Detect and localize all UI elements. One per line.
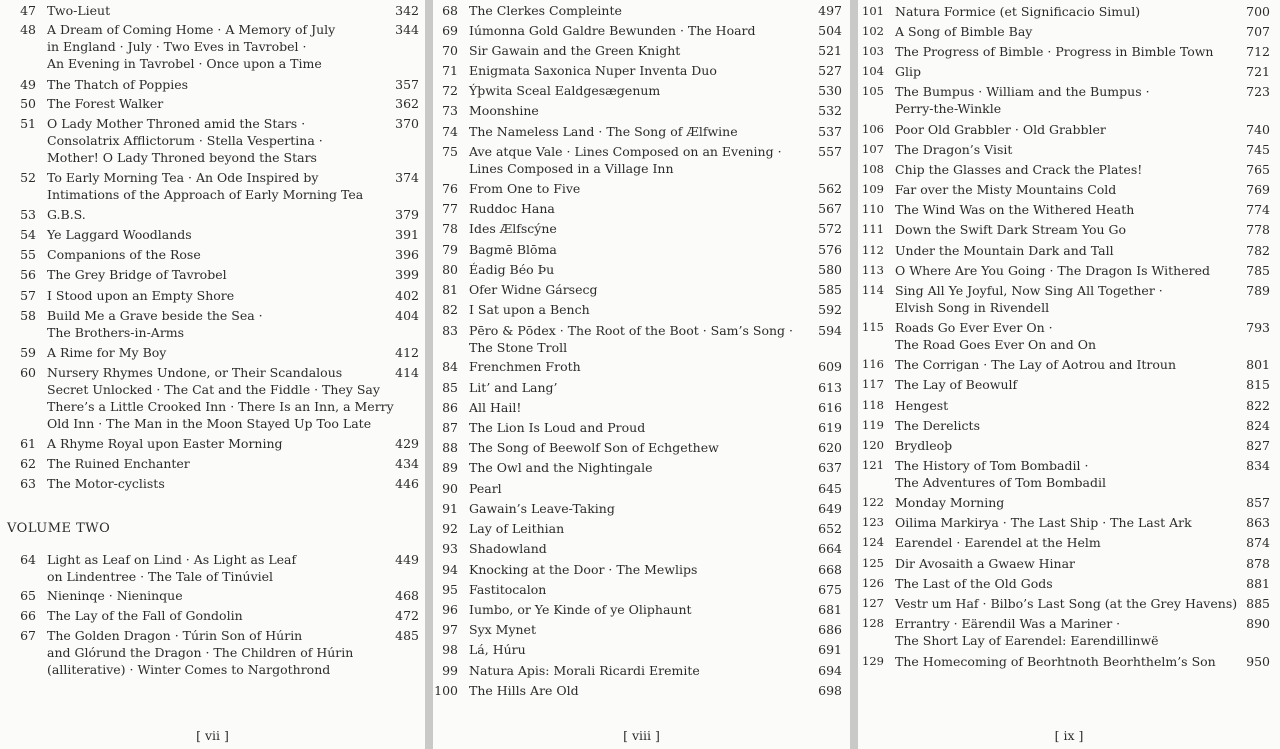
- entry-title: Natura Formice (et Significacio Simul): [895, 4, 1141, 19]
- entry-title: Ides Ælfscýne: [469, 221, 557, 236]
- entry-title: The Grey Bridge of Tavrobel: [47, 267, 227, 282]
- entry-page-number: 857: [1246, 495, 1270, 510]
- entry-title: The Owl and the Nightingale: [469, 460, 653, 475]
- entry-title: Chip the Glasses and Crack the Plates!: [895, 162, 1143, 177]
- entry-title: Ye Laggard Woodlands: [47, 227, 192, 242]
- entry-number: 67: [20, 628, 36, 643]
- entry-number: 65: [20, 588, 36, 603]
- entry-page-number: 769: [1246, 182, 1270, 197]
- entry-title: Syx Mynet: [469, 622, 536, 637]
- entry-number: 128: [862, 616, 884, 630]
- entry-title: The Derelicts: [895, 418, 980, 433]
- entry-page-number: 645: [818, 481, 842, 496]
- entry-page-number: 793: [1246, 320, 1270, 335]
- entry-page-number: 778: [1246, 222, 1270, 237]
- entry-page-number: 721: [1246, 64, 1270, 79]
- entry-page-number: 824: [1246, 418, 1270, 433]
- entry-number: 54: [20, 227, 36, 242]
- entry-title: Bagmē Blōma: [469, 242, 557, 257]
- page-folio: [ viii ]: [623, 728, 660, 743]
- entry-title: Dir Avosaith a Gwaew Hinar: [895, 556, 1075, 571]
- entry-page-number: 616: [818, 400, 842, 415]
- entry-title: The Dragon’s Visit: [895, 142, 1013, 157]
- entry-number: 56: [20, 267, 36, 282]
- entry-title: A Rhyme Royal upon Easter Morning: [47, 436, 283, 451]
- entry-page-number: 881: [1246, 576, 1270, 591]
- entry-page-number: 449: [395, 552, 419, 567]
- entry-title: Lá, Húru: [469, 642, 526, 657]
- entry-page-number: 707: [1246, 24, 1270, 39]
- entry-number: 51: [20, 116, 36, 131]
- entry-title: A Dream of Coming Home · A Memory of July: [47, 22, 336, 37]
- entry-title: Build Me a Grave beside the Sea ·: [47, 308, 263, 323]
- entry-page-number: 620: [818, 440, 842, 455]
- entry-title: Enigmata Saxonica Nuper Inventa Duo: [469, 63, 717, 78]
- entry-number: 117: [862, 377, 884, 391]
- entry-page-number: 399: [395, 267, 419, 282]
- entry-number: 62: [20, 456, 36, 471]
- entry-number: 79: [442, 242, 458, 257]
- entry-title: Sing All Ye Joyful, Now Sing All Together ·: [895, 283, 1163, 298]
- entry-number: 92: [442, 521, 458, 536]
- entry-title: Consolatrix Afflictorum · Stella Vespertina ·: [47, 133, 323, 148]
- entry-title: Pēro & Pōdex · The Root of the Boot · Sam’s Song ·: [469, 323, 793, 338]
- entry-page-number: 585: [818, 282, 842, 297]
- entry-number: 60: [20, 365, 36, 380]
- entry-number: 75: [442, 144, 458, 159]
- entry-number: 115: [862, 320, 884, 334]
- entry-number: 118: [862, 398, 884, 412]
- entry-number: 70: [442, 43, 458, 58]
- entry-page-number: 521: [818, 43, 842, 58]
- entry-title: The Motor-cyclists: [47, 476, 165, 491]
- entry-number: 50: [20, 96, 36, 111]
- entry-title: Nursery Rhymes Undone, or Their Scandalous: [47, 365, 343, 380]
- contents-page-viii: [433, 0, 850, 749]
- entry-page-number: 785: [1246, 263, 1270, 278]
- entry-page-number: 572: [818, 221, 842, 236]
- entry-title: Companions of the Rose: [47, 247, 201, 262]
- entry-page-number: 357: [395, 77, 419, 92]
- entry-number: 72: [442, 83, 458, 98]
- entry-page-number: 412: [395, 345, 419, 360]
- entry-number: 127: [862, 596, 884, 610]
- page-folio: [ ix ]: [1054, 728, 1084, 743]
- entry-page-number: 485: [395, 628, 419, 643]
- entry-page-number: 675: [818, 582, 842, 597]
- entry-page-number: 664: [818, 541, 842, 556]
- entry-title: O Where Are You Going · The Dragon Is Withered: [895, 263, 1210, 278]
- entry-page-number: 691: [818, 642, 842, 657]
- entry-page-number: 530: [818, 83, 842, 98]
- entry-page-number: 745: [1246, 142, 1270, 157]
- entry-title: There’s a Little Crooked Inn · There Is an Inn, a Merry: [47, 399, 394, 414]
- entry-page-number: 342: [395, 3, 419, 18]
- entry-number: 123: [862, 515, 884, 529]
- entry-page-number: 649: [818, 501, 842, 516]
- entry-title: The Corrigan · The Lay of Aotrou and Itroun: [895, 357, 1177, 372]
- entry-page-number: 429: [395, 436, 419, 451]
- entry-number: 99: [442, 663, 458, 678]
- entry-number: 90: [442, 481, 458, 496]
- entry-page-number: 504: [818, 23, 842, 38]
- entry-number: 126: [862, 576, 884, 590]
- entry-number: 110: [862, 202, 884, 216]
- entry-page-number: 668: [818, 562, 842, 577]
- entry-number: 97: [442, 622, 458, 637]
- entry-title: The Progress of Bimble · Progress in Bimble Town: [895, 44, 1214, 59]
- entry-page-number: 885: [1246, 596, 1270, 611]
- entry-number: 47: [20, 3, 36, 18]
- entry-title: Roads Go Ever Ever On ·: [895, 320, 1053, 335]
- entry-page-number: 815: [1246, 377, 1270, 392]
- entry-number: 77: [442, 201, 458, 216]
- entry-page-number: 562: [818, 181, 842, 196]
- entry-title: The Lion Is Loud and Proud: [469, 420, 646, 435]
- entry-page-number: 782: [1246, 243, 1270, 258]
- entry-page-number: 613: [818, 380, 842, 395]
- entry-page-number: 557: [818, 144, 842, 159]
- entry-page-number: 694: [818, 663, 842, 678]
- entry-page-number: 527: [818, 63, 842, 78]
- entry-page-number: 698: [818, 683, 842, 698]
- entry-title: The Nameless Land · The Song of Ælfwine: [469, 124, 738, 139]
- entry-title: Two-Lieut: [47, 3, 111, 18]
- entry-title: Gawain’s Leave-Taking: [469, 501, 615, 516]
- entry-title: The Lay of Beowulf: [895, 377, 1018, 392]
- entry-title: Ýþwita Sceal Ealdgesægenum: [469, 83, 661, 98]
- contents-page-ix: [858, 0, 1280, 749]
- entry-title: The Hills Are Old: [469, 683, 579, 698]
- entry-title: and Glórund the Dragon · The Children of Húrin: [47, 645, 354, 660]
- entry-number: 101: [862, 4, 884, 18]
- entry-number: 114: [862, 283, 884, 297]
- entry-number: 106: [862, 122, 884, 136]
- entry-title: G.B.S.: [47, 207, 86, 222]
- entry-number: 104: [862, 64, 884, 78]
- entry-title: in England · July · Two Eves in Tavrobel ·: [47, 39, 307, 54]
- entry-title: Glip: [895, 64, 921, 79]
- entry-page-number: 890: [1246, 616, 1270, 631]
- entry-page-number: 414: [395, 365, 419, 380]
- entry-page-number: 950: [1246, 654, 1270, 669]
- entry-number: 66: [20, 608, 36, 623]
- entry-number: 85: [442, 380, 458, 395]
- entry-number: 109: [862, 182, 884, 196]
- entry-number: 122: [862, 495, 884, 509]
- entry-number: 111: [862, 222, 884, 236]
- entry-number: 91: [442, 501, 458, 516]
- entry-page-number: 567: [818, 201, 842, 216]
- entry-title: I Sat upon a Bench: [469, 302, 590, 317]
- entry-title: From One to Five: [469, 181, 581, 196]
- entry-page-number: 863: [1246, 515, 1270, 530]
- entry-title: Oilima Markirya · The Last Ship · The Last Ark: [895, 515, 1192, 530]
- entry-number: 80: [442, 262, 458, 277]
- entry-title: Iumbo, or Ye Kinde of ye Oliphaunt: [469, 602, 692, 617]
- entry-title: I Stood upon an Empty Shore: [47, 288, 235, 303]
- entry-number: 53: [20, 207, 36, 222]
- entry-title: The Wind Was on the Withered Heath: [895, 202, 1135, 217]
- entry-number: 121: [862, 458, 884, 472]
- entry-number: 116: [862, 357, 884, 371]
- entry-number: 84: [442, 359, 458, 374]
- page-gutter: [850, 0, 858, 749]
- entry-number: 63: [20, 476, 36, 491]
- entry-page-number: 740: [1246, 122, 1270, 137]
- entry-title: The Stone Troll: [469, 340, 568, 355]
- entry-page-number: 878: [1246, 556, 1270, 571]
- section-heading: VOLUME TWO: [7, 521, 111, 536]
- entry-number: 100: [434, 683, 458, 698]
- entry-title: on Lindentree · The Tale of Tinúviel: [47, 569, 274, 584]
- entry-number: 69: [442, 23, 458, 38]
- entry-page-number: 789: [1246, 283, 1270, 298]
- entry-title: Intimations of the Approach of Early Morning Tea: [47, 187, 364, 202]
- entry-number: 86: [442, 400, 458, 415]
- entry-title: Lay of Leithian: [469, 521, 565, 536]
- entry-title: Pearl: [469, 481, 502, 496]
- entry-number: 89: [442, 460, 458, 475]
- entry-page-number: 827: [1246, 438, 1270, 453]
- entry-page-number: 874: [1246, 535, 1270, 550]
- entry-title: Under the Mountain Dark and Tall: [895, 243, 1114, 258]
- entry-page-number: 379: [395, 207, 419, 222]
- entry-number: 112: [862, 243, 884, 257]
- entry-page-number: 712: [1246, 44, 1270, 59]
- entry-page-number: 592: [818, 302, 842, 317]
- entry-title: Natura Apis: Morali Ricardi Eremite: [469, 663, 700, 678]
- entry-number: 96: [442, 602, 458, 617]
- entry-page-number: 619: [818, 420, 842, 435]
- entry-title: The Song of Beewolf Son of Echgethew: [469, 440, 719, 455]
- entry-number: 76: [442, 181, 458, 196]
- entry-title: Shadowland: [469, 541, 547, 556]
- entry-title: The History of Tom Bombadil ·: [895, 458, 1089, 473]
- entry-page-number: 774: [1246, 202, 1270, 217]
- entry-title: Iúmonna Gold Galdre Bewunden · The Hoard: [469, 23, 756, 38]
- entry-title: A Rime for My Boy: [47, 345, 167, 360]
- entry-number: 82: [442, 302, 458, 317]
- entry-number: 78: [442, 221, 458, 236]
- entry-title: Hengest: [895, 398, 949, 413]
- entry-title: Secret Unlocked · The Cat and the Fiddle · They Say: [47, 382, 380, 397]
- entry-title: The Bumpus · William and the Bumpus ·: [895, 84, 1150, 99]
- entry-title: The Homecoming of Beorhtnoth Beorhthelm’s Son: [895, 654, 1216, 669]
- entry-title: The Brothers-in-Arms: [47, 325, 185, 340]
- entry-page-number: 402: [395, 288, 419, 303]
- entry-page-number: 576: [818, 242, 842, 257]
- entry-page-number: 434: [395, 456, 419, 471]
- entry-title: Light as Leaf on Lind · As Light as Leaf: [47, 552, 297, 567]
- entry-title: Brydleoþ: [895, 438, 953, 453]
- entry-page-number: 362: [395, 96, 419, 111]
- entry-page-number: 580: [818, 262, 842, 277]
- entry-title: The Thatch of Poppies: [47, 77, 189, 92]
- page-gutter: [425, 0, 433, 749]
- entry-title: Earendel · Earendel at the Helm: [895, 535, 1101, 550]
- entry-title: The Lay of the Fall of Gondolin: [47, 608, 243, 623]
- entry-page-number: 681: [818, 602, 842, 617]
- entry-title: The Adventures of Tom Bombadil: [895, 475, 1106, 490]
- entry-title: An Evening in Tavrobel · Once upon a Time: [47, 56, 322, 71]
- entry-title: Ofer Widne Gársecg: [469, 282, 598, 297]
- entry-title: The Golden Dragon · Túrin Son of Húrin: [47, 628, 303, 643]
- entry-title: The Road Goes Ever On and On: [895, 337, 1097, 352]
- entry-number: 87: [442, 420, 458, 435]
- entry-number: 49: [20, 77, 36, 92]
- entry-number: 59: [20, 345, 36, 360]
- entry-number: 58: [20, 308, 36, 323]
- entry-page-number: 537: [818, 124, 842, 139]
- entry-page-number: 700: [1246, 4, 1270, 19]
- entry-title: Frenchmen Froth: [469, 359, 581, 374]
- page-folio: [ vii ]: [196, 728, 229, 743]
- entry-page-number: 765: [1246, 162, 1270, 177]
- entry-page-number: 594: [818, 323, 842, 338]
- entry-number: 57: [20, 288, 36, 303]
- entry-page-number: 609: [818, 359, 842, 374]
- entry-title: Ruddoc Hana: [469, 201, 555, 216]
- entry-title: O Lady Mother Throned amid the Stars ·: [47, 116, 306, 131]
- entry-number: 125: [862, 556, 884, 570]
- entry-number: 88: [442, 440, 458, 455]
- entry-title: Lines Composed in a Village Inn: [469, 161, 674, 176]
- entry-title: Old Inn · The Man in the Moon Stayed Up Too Late: [47, 416, 372, 431]
- entry-number: 71: [442, 63, 458, 78]
- entry-number: 68: [442, 3, 458, 18]
- entry-page-number: 686: [818, 622, 842, 637]
- entry-number: 120: [862, 438, 884, 452]
- entry-number: 113: [862, 263, 884, 277]
- entry-title: To Early Morning Tea · An Ode Inspired by: [47, 170, 319, 185]
- entry-title: Fastitocalon: [469, 582, 547, 597]
- entry-number: 61: [20, 436, 36, 451]
- entry-title: Moonshine: [469, 103, 539, 118]
- entry-title: Sir Gawain and the Green Knight: [469, 43, 681, 58]
- entry-page-number: 446: [395, 476, 419, 491]
- entry-page-number: 344: [395, 22, 419, 37]
- entry-number: 52: [20, 170, 36, 185]
- entry-title: The Forest Walker: [47, 96, 164, 111]
- entry-title: The Clerkes Compleinte: [469, 3, 622, 18]
- entry-title: Poor Old Grabbler · Old Grabbler: [895, 122, 1106, 137]
- entry-number: 108: [862, 162, 884, 176]
- entry-number: 64: [20, 552, 36, 567]
- entry-page-number: 391: [395, 227, 419, 242]
- entry-title: The Last of the Old Gods: [895, 576, 1053, 591]
- entry-number: 94: [442, 562, 458, 577]
- entry-title: A Song of Bimble Bay: [895, 24, 1033, 39]
- entry-page-number: 468: [395, 588, 419, 603]
- entry-title: The Ruined Enchanter: [47, 456, 190, 471]
- entry-page-number: 374: [395, 170, 419, 185]
- entry-number: 98: [442, 642, 458, 657]
- entry-number: 93: [442, 541, 458, 556]
- entry-number: 107: [862, 142, 884, 156]
- entry-title: (alliterative) · Winter Comes to Nargothrond: [47, 662, 331, 677]
- entry-title: Éadig Béo Þu: [469, 262, 555, 277]
- entry-number: 73: [442, 103, 458, 118]
- entry-title: Perry-the-Winkle: [895, 101, 1002, 116]
- entry-title: Errantry · Eärendil Was a Mariner ·: [895, 616, 1121, 631]
- entry-title: Lit’ and Lang’: [469, 380, 558, 395]
- entry-title: Nieninqe · Nieninque: [47, 588, 183, 603]
- entry-page-number: 822: [1246, 398, 1270, 413]
- entry-title: All Hail!: [469, 400, 522, 415]
- entry-number: 105: [862, 84, 884, 98]
- entry-title: Elvish Song in Rivendell: [895, 300, 1050, 315]
- contents-page-vii: [0, 0, 425, 749]
- entry-number: 48: [20, 22, 36, 37]
- entry-page-number: 637: [818, 460, 842, 475]
- entry-number: 102: [862, 24, 884, 38]
- entry-title: Mother! O Lady Throned beyond the Stars: [47, 150, 317, 165]
- entry-title: Far over the Misty Mountains Cold: [895, 182, 1117, 197]
- entry-number: 55: [20, 247, 36, 262]
- entry-number: 119: [862, 418, 884, 432]
- entry-page-number: 532: [818, 103, 842, 118]
- entry-page-number: 396: [395, 247, 419, 262]
- entry-title: The Short Lay of Earendel: Earendillinwë: [895, 633, 1159, 648]
- entry-number: 124: [862, 535, 884, 549]
- entry-number: 129: [862, 654, 884, 668]
- entry-page-number: 652: [818, 521, 842, 536]
- entry-page-number: 472: [395, 608, 419, 623]
- entry-page-number: 723: [1246, 84, 1270, 99]
- entry-title: Knocking at the Door · The Mewlips: [469, 562, 698, 577]
- entry-title: Down the Swift Dark Stream You Go: [895, 222, 1127, 237]
- entry-page-number: 801: [1246, 357, 1270, 372]
- entry-title: Ave atque Vale · Lines Composed on an Evening ·: [469, 144, 782, 159]
- entry-number: 74: [442, 124, 458, 139]
- entry-title: Vestr um Haf · Bilbo’s Last Song (at the Grey Havens): [895, 596, 1238, 611]
- entry-number: 83: [442, 323, 458, 338]
- entry-page-number: 404: [395, 308, 419, 323]
- entry-page-number: 834: [1246, 458, 1270, 473]
- entry-number: 103: [862, 44, 884, 58]
- entry-number: 81: [442, 282, 458, 297]
- entry-page-number: 370: [395, 116, 419, 131]
- entry-title: Monday Morning: [895, 495, 1005, 510]
- entry-page-number: 497: [818, 3, 842, 18]
- entry-number: 95: [442, 582, 458, 597]
